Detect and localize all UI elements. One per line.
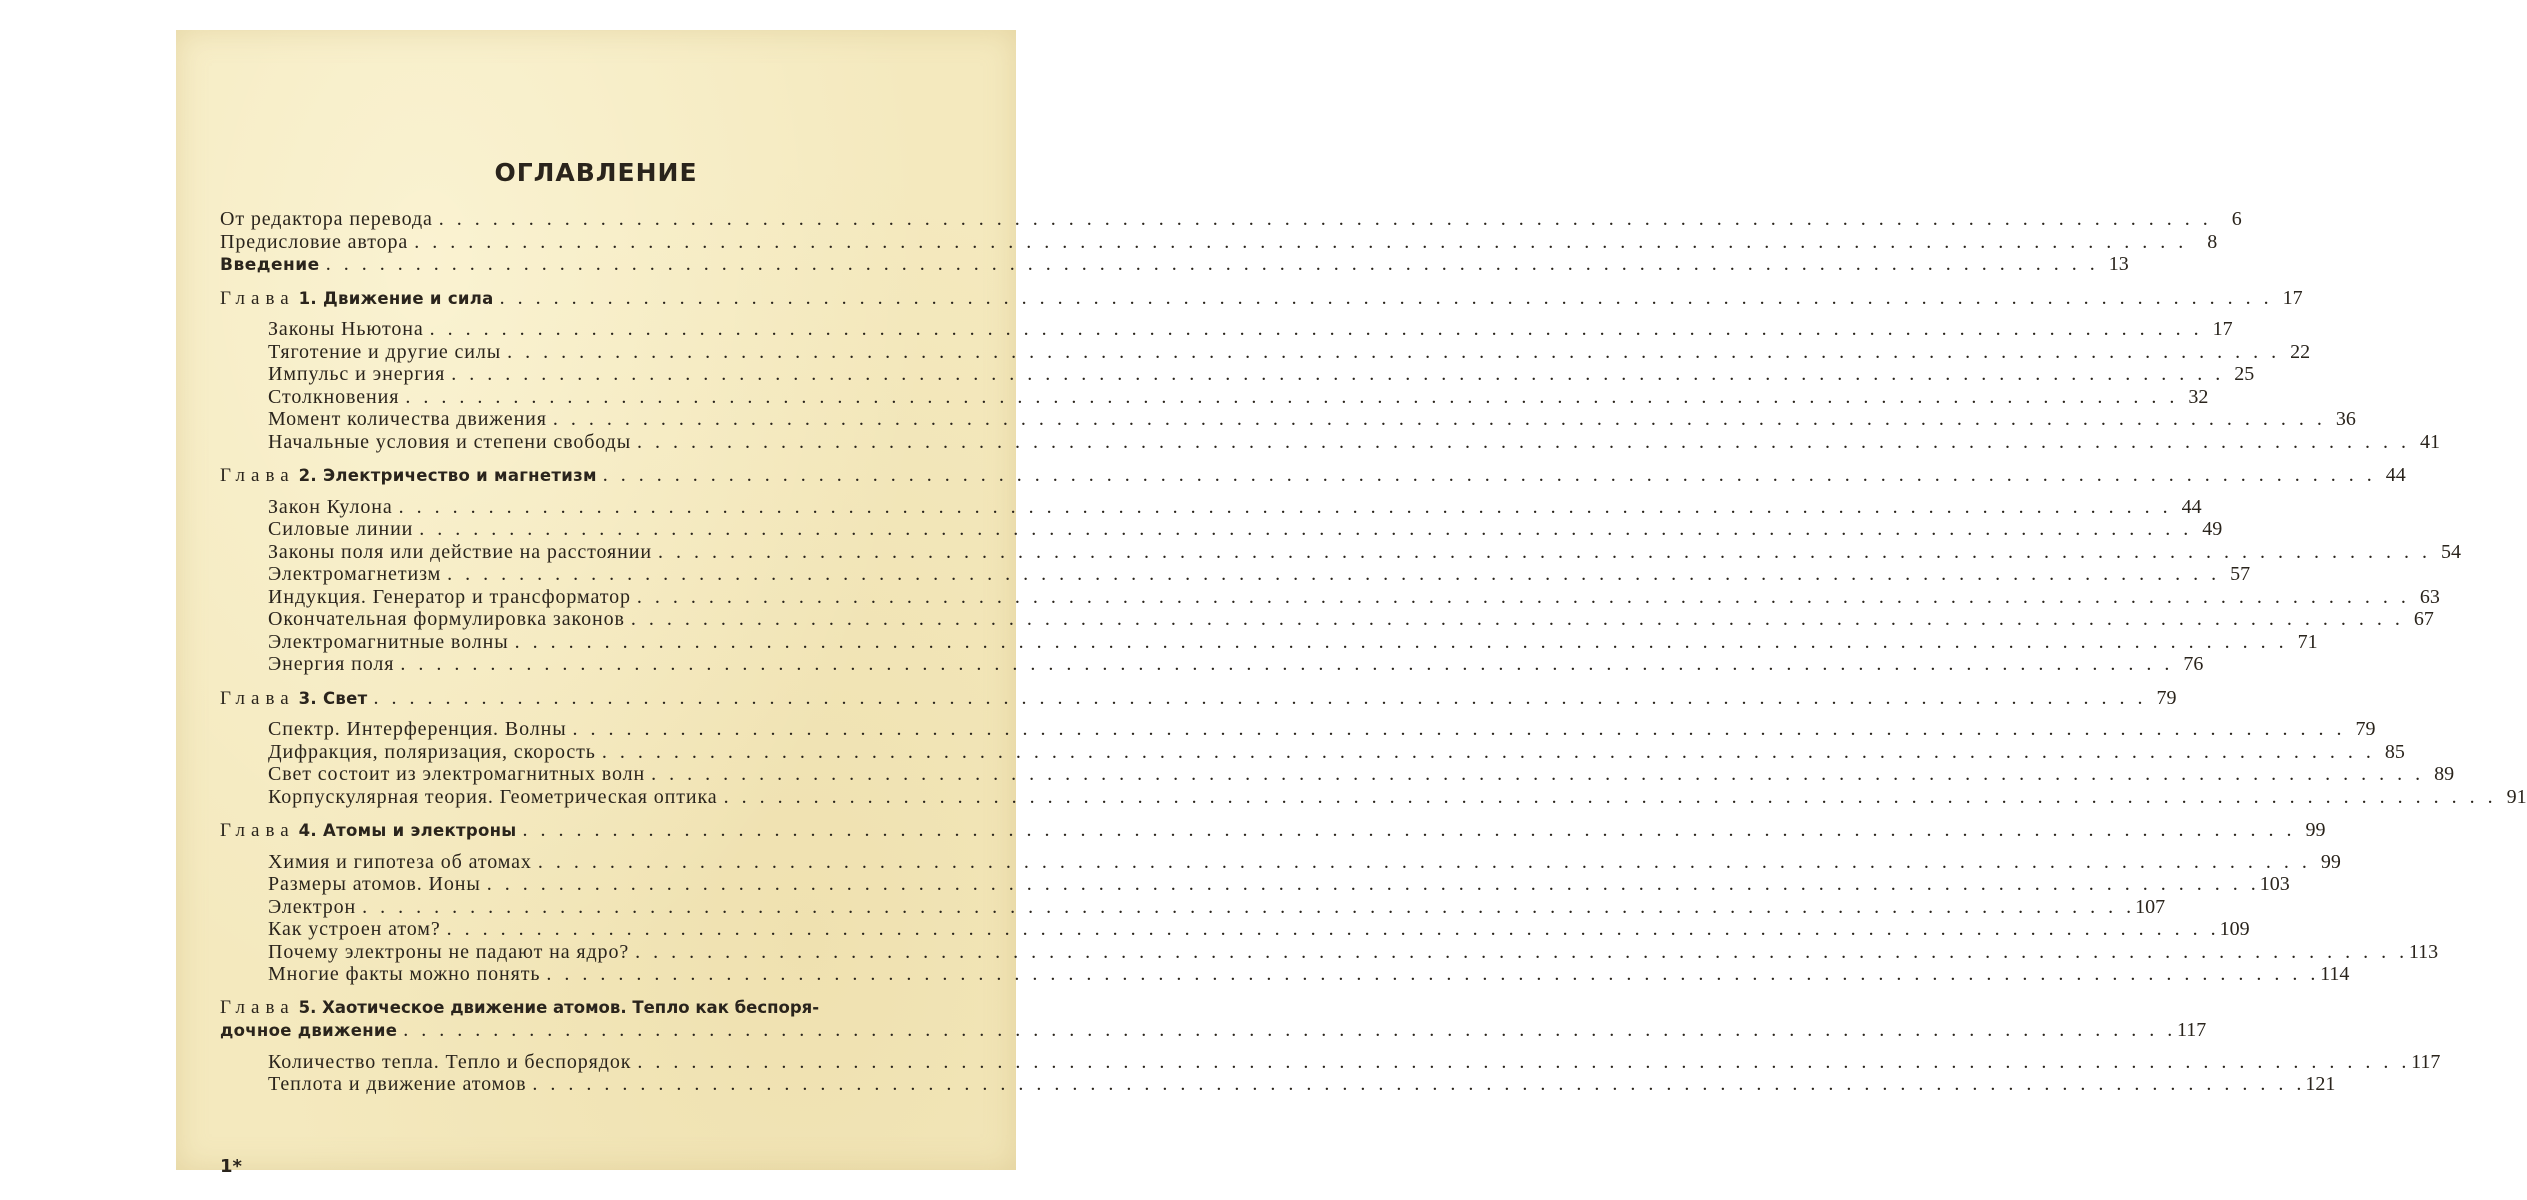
toc-section[interactable] (220, 763, 2455, 786)
section-label: Законы поля или действие на расстоянии (268, 540, 652, 563)
chapter-page: 99 (2305, 819, 2326, 841)
toc-entry-page: 6 (2231, 208, 2242, 230)
section-page: 117 (2411, 1050, 2441, 1073)
toc-section[interactable] (220, 785, 2527, 809)
leader-dots (596, 741, 2371, 764)
leader-dots (517, 819, 2292, 842)
section-label: Начальные условия и степени свободы (268, 430, 632, 453)
toc-section[interactable] (220, 850, 2341, 874)
section-label: Спектр. Интерференция. Волны (268, 718, 567, 740)
section-page: 85 (2384, 740, 2405, 763)
section-page: 63 (2419, 585, 2440, 608)
chapter-prefix: Глава (220, 820, 295, 841)
leader-dots (652, 541, 2427, 564)
toc-entry-label: Предисловие автора (220, 230, 409, 253)
chapter-title: 1. Движение и сила (298, 288, 494, 308)
section-label: Тяготение и другие силы (268, 340, 502, 363)
leader-dots (445, 363, 2220, 386)
section-page: 76 (2183, 653, 2204, 675)
toc-section[interactable] (220, 895, 2166, 919)
chapter-heading (220, 464, 597, 488)
section-page: 103 (2259, 873, 2290, 895)
toc-section[interactable] (220, 1073, 2336, 1096)
toc-section[interactable] (220, 540, 2461, 564)
leader-dots (368, 687, 2143, 710)
leader-dots (397, 1019, 2172, 1042)
section-label: Многие факты можно понять (268, 963, 541, 985)
section-page: 107 (2135, 895, 2166, 918)
leader-dots (320, 253, 2095, 276)
page-title: ОГЛАВЛЕНИЕ (494, 158, 698, 187)
leader-dots (441, 918, 2216, 941)
toc-entry-front-0[interactable] (220, 208, 2242, 231)
section-label: Индукция. Генератор и трансформатор (268, 585, 631, 608)
section-label: Электромагнетизм (268, 563, 442, 585)
section-page: 71 (2297, 630, 2318, 653)
section-page: 113 (2408, 940, 2439, 963)
leader-dots (356, 896, 2131, 919)
toc-section[interactable] (220, 873, 2290, 896)
section-label: Химия и гипотеза об атомах (268, 850, 532, 873)
chapter-heading (220, 819, 517, 843)
section-page: 79 (2355, 718, 2376, 740)
section-label: Окончательная формулировка законов (268, 608, 625, 630)
leader-dots (540, 963, 2315, 986)
book-page (176, 30, 2527, 1177)
section-label: Закон Кулона (268, 495, 393, 518)
section-page: 109 (2219, 918, 2250, 940)
leader-dots (441, 563, 2216, 586)
section-page: 41 (2420, 430, 2441, 453)
chapter-title: 2. Электричество и магнетизм (298, 466, 597, 485)
section-page: 114 (2320, 963, 2350, 985)
section-label: Количество тепла. Тепло и беспорядок (268, 1050, 632, 1073)
toc-section[interactable] (220, 608, 2434, 631)
chapter-title: 5. Хаотическое движение атомов. Тепло как беспоря- (298, 997, 820, 1017)
chapter-heading (220, 687, 368, 711)
section-page: 91 (2506, 785, 2527, 808)
section-label: Столкновения (268, 385, 400, 408)
leader-dots (629, 941, 2404, 964)
section-label: Свет состоит из электромагнитных волн (268, 763, 646, 785)
toc-chapter-5-heading[interactable] (220, 997, 966, 1020)
toc-chapter-4[interactable] (220, 819, 2326, 842)
section-label: Законы Ньютона (268, 318, 424, 340)
section-page: 49 (2202, 518, 2223, 540)
section-page: 57 (2230, 563, 2251, 585)
chapter-page: 79 (2156, 686, 2177, 709)
toc-section[interactable] (220, 340, 2311, 364)
leader-dots (408, 231, 2183, 254)
toc-entry-front-2[interactable] (220, 253, 2129, 276)
chapter-prefix: Глава (220, 465, 295, 486)
leader-dots (509, 631, 2284, 654)
section-label: Корпускулярная теория. Геометрическая оптика (268, 785, 718, 808)
chapter-page: 17 (2282, 286, 2303, 309)
section-page: 44 (2181, 495, 2202, 518)
toc-chapter-3[interactable] (220, 686, 2177, 710)
chapter-title: 4. Атомы и электроны (298, 821, 517, 840)
section-label: Электрон (268, 895, 357, 918)
section-page: 67 (2413, 608, 2434, 630)
toc-entry-label: Введение (220, 255, 320, 275)
toc-section[interactable] (220, 740, 2405, 764)
toc-section[interactable] (220, 718, 2376, 741)
toc-entry-page: 13 (2108, 253, 2129, 275)
section-label: Почему электроны не падают на ядро? (268, 940, 630, 963)
toc-chapter-5[interactable] (220, 1019, 2207, 1042)
leader-dots (631, 431, 2406, 454)
toc-section[interactable] (220, 630, 2318, 654)
leader-dots (494, 287, 2269, 310)
leader-dots (645, 763, 2420, 786)
section-label: Дифракция, поляризация, скорость (268, 740, 596, 763)
toc-entry-front-1[interactable] (220, 230, 2218, 254)
section-label: Силовые линии (268, 518, 414, 540)
toc-chapter-1[interactable] (220, 286, 2303, 310)
leader-dots (413, 518, 2188, 541)
section-page: 32 (2188, 385, 2209, 408)
leader-dots (567, 718, 2342, 741)
leader-dots (718, 786, 2493, 809)
section-page: 25 (2234, 363, 2255, 385)
leader-dots (394, 653, 2169, 676)
toc-section[interactable] (220, 653, 2204, 676)
leader-dots (433, 208, 2208, 231)
toc-entry-label: От редактора перевода (220, 208, 433, 230)
leader-dots (631, 586, 2406, 609)
section-page: 89 (2434, 763, 2455, 785)
leader-dots (631, 1051, 2406, 1074)
leader-dots (424, 318, 2199, 341)
chapter-title-continued: дочное движение (220, 1021, 398, 1040)
chapter-page: 117 (2177, 1019, 2207, 1041)
leader-dots (547, 408, 2322, 431)
table-of-contents (220, 208, 2527, 1096)
chapter-prefix: Глава (220, 287, 295, 309)
toc-section[interactable] (220, 518, 2223, 541)
toc-section[interactable] (220, 318, 2233, 341)
leader-dots (481, 873, 2256, 896)
leader-dots (501, 341, 2276, 364)
leader-dots (532, 851, 2307, 874)
chapter-prefix: Глава (220, 687, 295, 709)
toc-section[interactable] (220, 495, 2202, 519)
toc-section[interactable] (220, 918, 2250, 941)
section-label: Как устроен атом? (268, 918, 441, 940)
leader-dots (526, 1073, 2301, 1096)
section-label: Теплота и движение атомов (268, 1073, 527, 1095)
toc-section[interactable] (220, 363, 2255, 386)
chapter-heading (220, 287, 494, 311)
signature-mark: 1* (220, 1156, 242, 1177)
section-page: 99 (2320, 850, 2341, 873)
chapter-title: 3. Свет (298, 688, 368, 708)
section-label: Энергия поля (268, 653, 395, 675)
section-label: Размеры атомов. Ионы (268, 873, 481, 895)
section-page: 54 (2440, 540, 2461, 563)
leader-dots (625, 608, 2400, 631)
toc-section[interactable] (220, 1050, 2441, 1074)
leader-dots (399, 386, 2174, 409)
chapter-page: 44 (2385, 464, 2406, 486)
toc-section[interactable] (220, 408, 2356, 431)
toc-chapter-2[interactable] (220, 464, 2406, 487)
section-page: 36 (2335, 408, 2356, 430)
section-page: 121 (2305, 1073, 2336, 1095)
leader-dots (393, 496, 2168, 519)
toc-section[interactable] (220, 430, 2441, 454)
section-page: 22 (2290, 340, 2311, 363)
chapter-heading (220, 1019, 397, 1043)
section-label: Момент количества движения (268, 408, 547, 430)
toc-section[interactable] (220, 385, 2209, 409)
leader-dots (597, 464, 2372, 487)
toc-section[interactable] (220, 940, 2439, 964)
toc-entry-page: 8 (2207, 230, 2218, 253)
section-label: Импульс и энергия (268, 363, 446, 385)
toc-section[interactable] (220, 963, 2350, 986)
section-page: 17 (2212, 318, 2233, 340)
section-label: Электромагнитные волны (268, 630, 509, 653)
toc-section[interactable] (220, 585, 2440, 609)
toc-section[interactable] (220, 563, 2251, 586)
chapter-prefix: Глава (220, 996, 295, 1018)
